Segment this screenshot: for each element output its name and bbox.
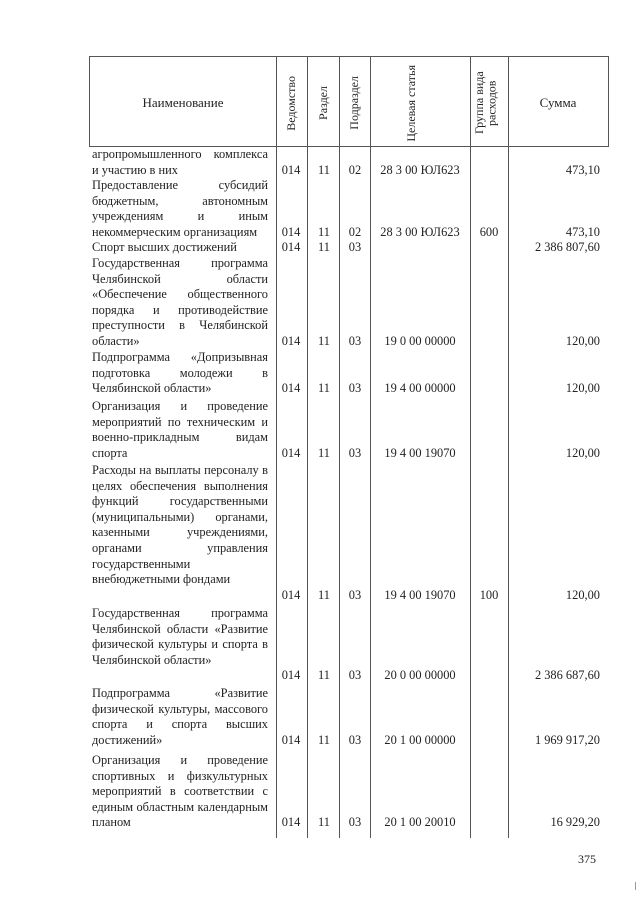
row-vedomstvo: 014: [281, 445, 301, 460]
row-podrazdel: 03: [348, 815, 362, 830]
row-vedomstvo: 014: [281, 381, 301, 396]
row-summa: 473,10: [565, 224, 600, 239]
column-divider: [608, 56, 609, 146]
header-name: Наименование: [142, 95, 224, 110]
row-celevaya: 28 3 00 ЮЛ623: [380, 224, 460, 239]
row-summa: 120,00: [565, 334, 600, 348]
row-razdel: 11: [318, 240, 330, 254]
row-gruppa: 100: [479, 587, 499, 602]
row-podrazdel: 03: [348, 668, 362, 683]
row-summa: 473,10: [565, 162, 600, 177]
row-summa: 16 929,20: [550, 815, 600, 830]
column-divider: [470, 56, 471, 838]
row-podrazdel: 03: [348, 732, 362, 747]
row-name: Подпрограмма «Допризывная подготовка молодежи в Челябинской области»: [92, 350, 268, 396]
row-podrazdel: 02: [348, 224, 362, 239]
row-summa: 1 969 917,20: [534, 732, 600, 747]
row-celevaya: 28 3 00 ЮЛ623: [380, 162, 460, 177]
header-gruppa: Группа вида расходов: [472, 71, 499, 135]
header-podrazdel: Подраздел: [347, 76, 362, 130]
row-razdel: 11: [318, 162, 330, 177]
row-razdel: 11: [318, 334, 330, 348]
row-vedomstvo: 014: [281, 587, 301, 602]
row-razdel: 11: [318, 587, 330, 602]
row-razdel: 11: [318, 815, 330, 830]
header-razdel: Раздел: [315, 86, 330, 120]
page-number: 375: [578, 852, 596, 866]
row-summa: 120,00: [565, 445, 600, 460]
row-name: Организация и проведение спортивных и физкультурных мероприятий в соответствии с единым областным календарным планом: [92, 753, 268, 830]
row-podrazdel: 03: [348, 445, 362, 460]
row-name: Расходы на выплаты персоналу в целях обеспечения выполнения функций государственными (муниципальными) органами, казенными учреждениями, органами управления государственными внебюджетными фондами: [92, 463, 268, 587]
row-celevaya: 20 1 00 20010: [384, 815, 456, 830]
scan-edge-mark: [635, 882, 636, 890]
row-podrazdel: 03: [348, 587, 362, 602]
row-celevaya: 19 4 00 00000: [384, 381, 456, 396]
row-celevaya: 19 4 00 19070: [384, 445, 456, 460]
row-summa: 120,00: [565, 587, 600, 602]
row-razdel: 11: [318, 381, 330, 396]
header-summa: Сумма: [539, 95, 577, 110]
row-vedomstvo: 014: [281, 732, 301, 747]
row-name: Государственная программа Челябинской области «Развитие физической культуры и спорта в Челябинской области»: [92, 606, 268, 667]
row-razdel: 11: [318, 445, 330, 460]
row-podrazdel: 03: [348, 334, 362, 348]
row-name: Подпрограмма «Развитие физической культуры, массового спорта и спорта высших достижений»: [92, 686, 268, 747]
row-razdel: 11: [318, 732, 330, 747]
row-vedomstvo: 014: [281, 668, 301, 683]
row-vedomstvo: 014: [281, 334, 301, 348]
row-name: агропромышленного комплекса и участию в них: [92, 147, 268, 177]
row-celevaya: 20 1 00 00000: [384, 732, 456, 747]
row-celevaya: 19 0 00 00000: [384, 334, 456, 348]
row-summa: 120,00: [565, 381, 600, 396]
row-summa: 2 386 687,60: [534, 668, 600, 683]
table-top-border: [89, 56, 609, 57]
row-vedomstvo: 014: [281, 224, 301, 239]
row-name: Государственная программа Челябинской области «Обеспечение общественного порядка и противодействие преступности в Челябинской области»: [92, 256, 268, 348]
row-name: Предоставление субсидий бюджетным, автономным учреждениям и иным некоммерческим организациям: [92, 178, 268, 239]
row-vedomstvo: 014: [281, 162, 301, 177]
header-celevaya: Целевая статья: [404, 64, 418, 142]
row-razdel: 11: [318, 668, 330, 683]
row-vedomstvo: 014: [281, 815, 301, 830]
row-summa: 2 386 807,60: [534, 240, 600, 254]
row-podrazdel: 03: [348, 240, 362, 254]
row-celevaya: 19 4 00 19070: [384, 587, 456, 602]
row-razdel: 11: [318, 224, 330, 239]
header-vedomstvo: Ведомство: [284, 75, 299, 131]
row-name: Спорт высших достижений: [92, 240, 237, 254]
row-gruppa: 600: [479, 224, 499, 239]
row-vedomstvo: 014: [281, 240, 301, 254]
row-celevaya: 20 0 00 00000: [384, 668, 456, 683]
row-podrazdel: 02: [348, 162, 362, 177]
row-podrazdel: 03: [348, 381, 362, 396]
row-name: Организация и проведение мероприятий по техническим и военно-прикладным видам спорта: [92, 399, 268, 460]
